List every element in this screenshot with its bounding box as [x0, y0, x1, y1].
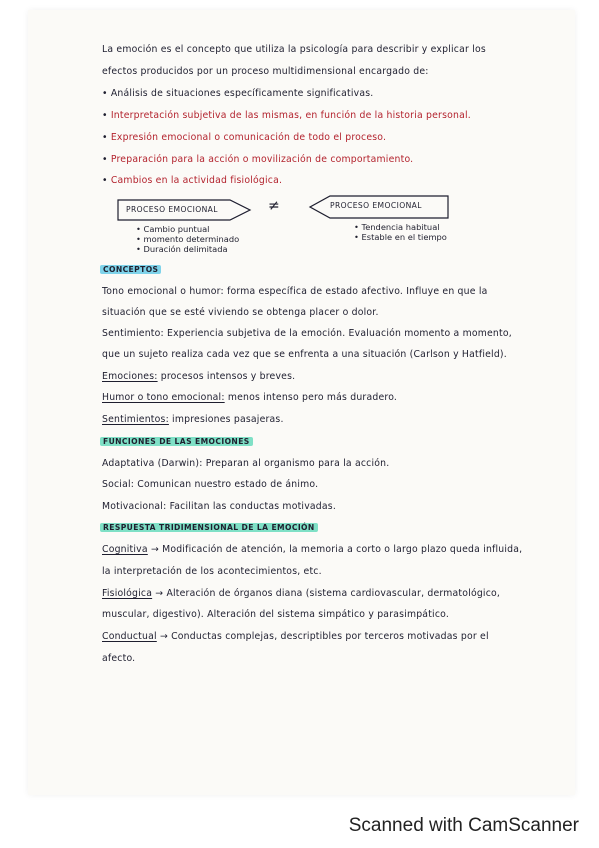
bullet-item: • Preparación para la acción o movilización de comportamiento.	[102, 154, 414, 165]
concept-line: situación que se esté viviendo se obtenga placer o dolor.	[102, 307, 379, 318]
concept-line: que un sujeto realiza cada vez que se enfrenta a una situación (Carlson y Hatfield).	[102, 349, 507, 360]
response-line: Conductual → Conductas complejas, descriptibles por terceros motivadas por el	[102, 631, 489, 642]
diagram-left-label: PROCESO EMOCIONAL	[126, 205, 218, 214]
section-heading-funciones: FUNCIONES DE LAS EMOCIONES	[100, 437, 253, 446]
diagram-right-item: • Tendencia habitual	[354, 222, 440, 232]
definition-line: Humor o tono emocional: menos intenso pero más duradero.	[102, 392, 398, 403]
concept-line: Sentimiento: Experiencia subjetiva de la emoción. Evaluación momento a momento,	[102, 328, 512, 339]
diagram-right-label: PROCESO EMOCIONAL	[330, 201, 422, 210]
diagram-left-item: • momento determinado	[136, 234, 240, 244]
bullet-item: • Interpretación subjetiva de las mismas, en función de la historia personal.	[102, 110, 471, 121]
section-heading-respuesta: RESPUESTA TRIDIMENSIONAL DE LA EMOCIÓN	[100, 523, 318, 532]
diagram-right-item: • Estable en el tiempo	[354, 232, 447, 242]
function-line: Social: Comunican nuestro estado de ánimo.	[102, 479, 319, 490]
definition-line: Sentimientos: impresiones pasajeras.	[102, 414, 284, 425]
function-line: Motivacional: Facilitan las conductas motivadas.	[102, 501, 337, 512]
section-heading-conceptos: CONCEPTOS	[100, 265, 161, 274]
camscanner-watermark: Scanned with CamScanner	[348, 815, 579, 836]
definition-line: Emociones: procesos intensos y breves.	[102, 371, 296, 382]
bullet-item: • Expresión emocional o comunicación de todo el proceso.	[102, 132, 387, 143]
response-line-cont: la interpretación de los acontecimientos, etc.	[102, 566, 322, 577]
not-equal-symbol: ≠	[268, 198, 280, 214]
response-line-cont: muscular, digestivo). Alteración del sistema simpático y parasimpático.	[102, 609, 450, 620]
intro-line-2: efectos producidos por un proceso multidimensional encargado de:	[102, 66, 429, 77]
function-line: Adaptativa (Darwin): Preparan al organismo para la acción.	[102, 458, 390, 469]
bullet-item: • Análisis de situaciones específicamente significativas.	[102, 88, 374, 99]
response-line: Cognitiva → Modificación de atención, la memoria a corto o largo plazo queda influida,	[102, 544, 523, 555]
intro-line-1: La emoción es el concepto que utiliza la psicología para describir y explicar los	[102, 44, 486, 55]
diagram-left-item: • Duración delimitada	[136, 244, 228, 254]
diagram-left-item: • Cambio puntual	[136, 224, 210, 234]
response-line: Fisiológica → Alteración de órganos diana (sistema cardiovascular, dermatológico,	[102, 588, 501, 599]
bullet-item: • Cambios en la actividad fisiológica.	[102, 175, 283, 186]
response-line-cont: afecto.	[102, 653, 136, 664]
concept-line: Tono emocional o humor: forma específica de estado afectivo. Influye en que la	[102, 286, 488, 297]
